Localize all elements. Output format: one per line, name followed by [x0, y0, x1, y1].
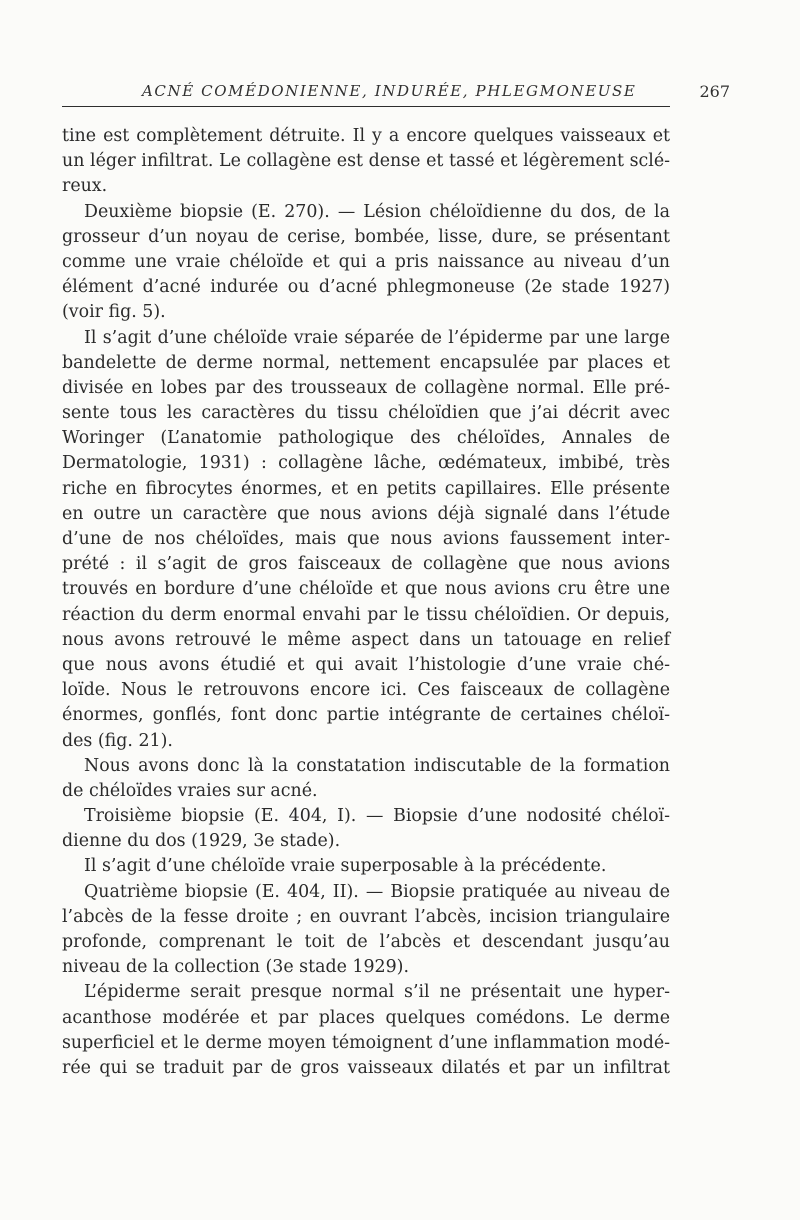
header-rule [62, 106, 670, 107]
text-line: trouvés en bordure d’une chéloïde et que nous avions cru être une [62, 579, 670, 600]
body-text [62, 124, 670, 1081]
text-line: Deuxième biopsie (E. 270). — Lésion chéloïdienne du dos, de la [84, 201, 670, 222]
text-line: d’une de nos chéloïdes, mais que nous avions faussement inter- [62, 529, 670, 549]
text-line: Troisième biopsie (E. 404, I). — Biopsie d’une nodosité chéloï- [84, 806, 670, 827]
running-title: ACNÉ COMÉDONIENNE, INDURÉE, PHLEGMONEUSE [142, 82, 637, 100]
text-line: nous avons retrouvé le même aspect dans un tatouage en relief [62, 629, 670, 650]
text-line: loïde. Nous le retrouvons encore ici. Ces faisceaux de collagène [62, 680, 670, 701]
text-line: Il s’agit d’une chéloïde vraie superposable à la précédente. [84, 856, 607, 877]
text-line: un léger infiltrat. Le collagène est dense et tassé et légèrement sclé- [62, 151, 670, 172]
text-line: Quatrième biopsie (E. 404, II). — Biopsie pratiquée au niveau de [84, 881, 670, 902]
text-line: grosseur d’un noyau de cerise, bombée, lisse, dure, se présentant [62, 226, 670, 247]
text-line: de chéloïdes vraies sur acné. [62, 780, 318, 801]
text-line: bandelette de derme normal, nettement encapsulée par places et [62, 352, 670, 373]
text-line: élément d’acné indurée ou d’acné phlegmoneuse (2e stade 1927) [62, 277, 670, 298]
text-line: prété : il s’agit de gros faisceaux de collagène que nous avions [62, 554, 670, 575]
text-line: reux. [62, 176, 108, 197]
text-line: L’épiderme serait presque normal s’il ne présentait une hyper- [84, 982, 670, 1003]
text-line: superficiel et le derme moyen témoignent d’une inflammation modé- [62, 1032, 670, 1053]
text-line: Dermatologie, 1931) : collagène lâche, œdémateux, imbibé, très [62, 453, 670, 474]
text-line: réaction du derm enormal envahi par le tissu chéloïdien. Or depuis, [62, 604, 670, 625]
text-line: riche en fibrocytes énormes, et en petits capillaires. Elle présente [62, 478, 670, 499]
text-line: Woringer (L’anatomie pathologique des chéloïdes, Annales de [62, 428, 670, 449]
text-line: que nous avons étudié et qui avait l’histologie d’une vraie ché- [62, 654, 670, 675]
running-head [62, 82, 730, 106]
text-line: dienne du dos (1929, 3e stade). [62, 831, 341, 852]
text-line: des (fig. 21). [62, 730, 173, 751]
text-line: tine est complètement détruite. Il y a encore quelques vaisseaux et [62, 126, 670, 146]
text-line: comme une vraie chéloïde et qui a pris naissance au niveau d’un [62, 251, 670, 272]
text-line: acanthose modérée et par places quelques comédons. Le derme [62, 1007, 670, 1028]
text-line: sente tous les caractères du tissu chéloïdien que j’ai décrit avec [62, 403, 670, 424]
text-line: divisée en lobes par des trousseaux de collagène normal. Elle pré- [62, 377, 670, 398]
text-line: l’abcès de la fesse droite ; en ouvrant l’abcès, incision triangulaire [62, 906, 670, 927]
text-line: Il s’agit d’une chéloïde vraie séparée de l’épiderme par une large [84, 327, 670, 348]
text-line: énormes, gonflés, font donc partie intégrante de certaines chéloï- [62, 705, 670, 726]
text-line: (voir fig. 5). [62, 302, 166, 323]
text-line: profonde, comprenant le toit de l’abcès et descendant jusqu’au [62, 932, 670, 952]
page-number: 267 [699, 82, 730, 101]
text-line: rée qui se traduit par de gros vaisseaux dilatés et par un infiltrat [62, 1057, 670, 1078]
text-line: Nous avons donc là la constatation indiscutable de la formation [84, 755, 670, 776]
text-line: niveau de la collection (3e stade 1929). [62, 957, 409, 978]
text-line: en outre un caractère que nous avions déjà signalé dans l’étude [62, 503, 670, 524]
